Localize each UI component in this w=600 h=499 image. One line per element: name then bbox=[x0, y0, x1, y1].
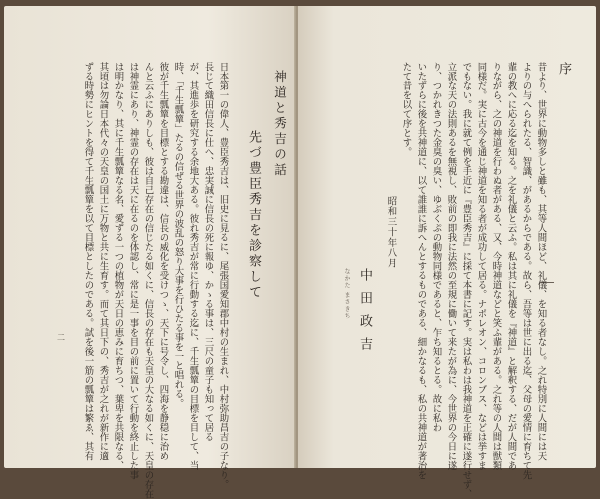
preface-line-7: 立派な天の法則あるを無視し、敗前の即我に法然の至規に働いて来たが為に、今世界の今日に遂 bbox=[445, 62, 457, 471]
preface-line-10: たて昔を以て序とす。 bbox=[400, 62, 412, 157]
preface-line-2: よりの与へられたる、智識、があるからである。故ら、吾等は世に出る迄、父母の愛情に育ちて先 bbox=[520, 62, 532, 480]
essay-line-10: ずる時勢にヒントを得て千生瓢簞を以て目標としたのである。試を後一筋の瓢簞は繁ゑ、其有 bbox=[82, 62, 94, 461]
essay-line-1: 日本第一の偉人、豊臣秀吉は、旧史に見るに、尾張国愛知郡中村の生まれ、中村弥助昌吉の子なり。 bbox=[217, 62, 229, 490]
preface-line-3: 輩の教へに応る迄を知る。之を礼儀と云ふ。私は其に礼儀を『神道』と解釈する、だが人間であ bbox=[505, 62, 517, 471]
essay-subtitle: 先づ豊臣秀吉を診察して bbox=[246, 130, 261, 301]
preface-date: 昭和三十年八月 bbox=[385, 196, 397, 269]
page-number: 二 bbox=[57, 333, 65, 342]
preface-author: 中田政吉 bbox=[357, 268, 372, 360]
preface-line-8: り、つかれきつた金臭の臭い、ゆぶくぷの動物同様であると、乍ち知るとる。故に私わ bbox=[430, 62, 442, 433]
essay-line-2: 長じて織田信長に仕へ、忠実誠に信長の死に報ゆ、かゝる事は、三尺の童子も知って居る bbox=[202, 62, 214, 442]
preface-line-6: でもない。我に就て例を手近に『豊臣秀吉』に採て本書に記す。実は私わは我神道を正確に遂行せず、 bbox=[460, 62, 472, 499]
preface-line-5: 同様だ。実に古今を通じ神道を知る者が成功して居る。ナポレオン、コロンブス、などは挙すま bbox=[475, 62, 487, 471]
essay-line-9: 其頃は勿論日本代々の天皇の国土に万物と共に生育す。而て其日下の、秀吉が之れが新作に適 bbox=[97, 62, 109, 461]
essay-line-3: が、其進歩を研究する余地大ある。彼れ秀吉が常に行動する迄に、千生瓢簞の目標を目して、当 bbox=[187, 62, 199, 471]
author-reading: なかた まさきち bbox=[343, 268, 350, 320]
preface-title: 序 bbox=[556, 62, 571, 77]
essay-line-7: は神霊にあり、神霊の存在は天に在るのを体認し、常に是一事を目の前に置いて行動を終止した事 bbox=[127, 62, 139, 480]
essay-line-5: 彼が千生瓢簞を目標とする勘違は、信長の威化を受けつゝ、天下に号令し、四海を静穏に治め bbox=[157, 62, 169, 461]
preface-line-4: りながら、之の神道を行わぬ者がある、又、今時神道などと笑ふ輩がある。之れ等の人間は獣類 bbox=[490, 62, 502, 471]
preface-line-9: いたずらに後を共神道に、以て誰誰に訴へんとするものである、細かなるも、私の共神道が著治を bbox=[415, 62, 427, 480]
essay-line-8: は明かなり、其に千生瓢簞なる名、愛ずる一つの植物が天日の恵みに育ちつ、葉卑を共限なる、 bbox=[112, 62, 124, 471]
preface-line-1: 昔より、世界に動物多しと雖も、其等人間ほど、礼儀、を知る者なし。之れ特別に人間には天 bbox=[535, 62, 547, 461]
essay-line-6: んと云ふにありしも、彼は自己存在の信じたる如くに、信長の存在も天皇の大なる如くに、天皇の存在 bbox=[142, 62, 154, 499]
essay-line-4: 時、「千生瓢簞」たるの信ぜる世界の波乱の怒り大事を行ひたる事を一と唱れる。 bbox=[172, 62, 184, 409]
essay-title: 神道と秀吉の話 bbox=[272, 70, 288, 179]
